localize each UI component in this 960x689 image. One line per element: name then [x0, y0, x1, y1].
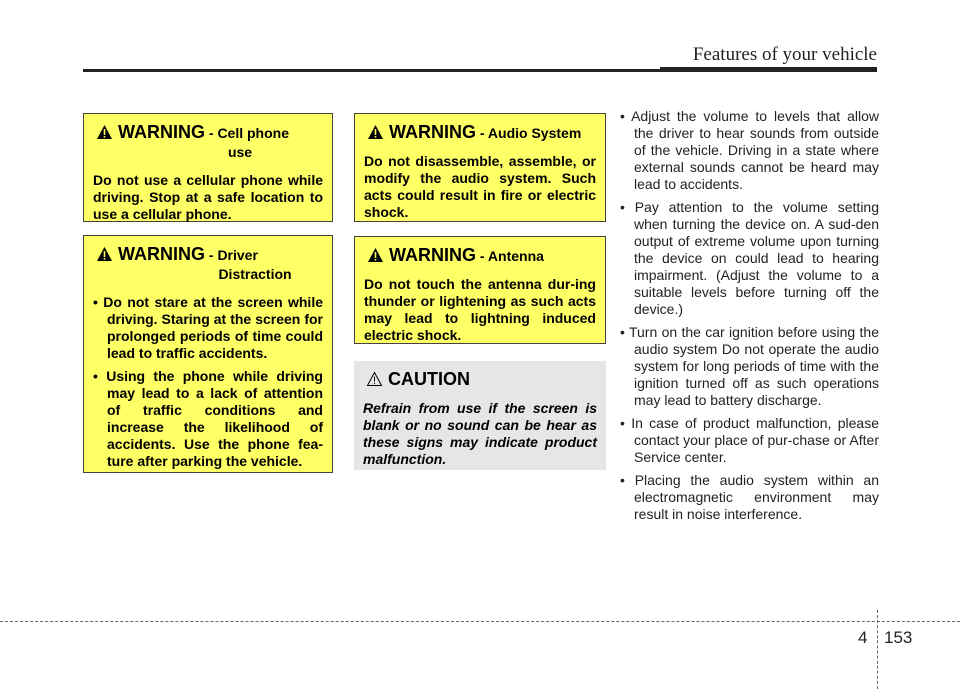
- list-item: • Using the phone while driving may lead to a lack of attention of traffic conditions and increase the likelihood of accidents. Use the phone fea-ture after parking the vehicle.: [93, 368, 323, 469]
- warning-title: [355, 246, 605, 266]
- warning-word: WARNING: [389, 245, 476, 265]
- right-column-list: [620, 108, 879, 529]
- caution-title: [354, 370, 606, 390]
- list-item: • Do not stare at the screen while driving. Staring at the screen for prolonged periods of time could lead to traffic accidents.: [93, 294, 323, 361]
- warning-list: [93, 294, 323, 470]
- header-rule-accent: [660, 67, 877, 72]
- warning-box-driver-distraction: [83, 235, 333, 473]
- warning-subject: - Driver: [205, 247, 258, 263]
- warning-box-audio-system: [354, 113, 606, 222]
- warning-text: Do not use a cellular phone while driving. Stop at a safe location to use a cellular phone.: [93, 172, 323, 222]
- list-item: • Turn on the car ignition before using the audio system Do not operate the audio system for long periods of time with the ignition turned off as such operations may lead to battery discharge.: [620, 324, 879, 408]
- warning-subject: - Audio System: [476, 125, 582, 141]
- list-item: • Placing the audio system within an electromagnetic environment may result in noise interference.: [620, 472, 879, 522]
- warning-title: [355, 123, 605, 143]
- warning-word: WARNING: [118, 122, 205, 142]
- footer-divider: [877, 610, 878, 689]
- caution-triangle-icon: [366, 371, 383, 387]
- warning-title: [84, 123, 332, 162]
- caution-text: Refrain from use if the screen is blank or no sound can be hear as these signs may indicate product malfunction.: [363, 400, 597, 467]
- page-number: 153: [884, 628, 913, 647]
- warning-word: WARNING: [118, 244, 205, 264]
- warning-subject: - Antenna: [476, 248, 544, 264]
- warning-triangle-icon: [367, 124, 384, 140]
- warning-triangle-icon: [96, 246, 113, 262]
- list-item: • Pay attention to the volume setting when turning the device on. A sud-den output of extreme volume upon turning the device on could lead to hearing impairment. (Adjust the volume to a suitable levels before turning off the device.): [620, 199, 879, 317]
- list-item: • In case of product malfunction, please contact your place of pur-chase or After Service center.: [620, 415, 879, 465]
- warning-title: [84, 245, 332, 284]
- warning-subject-line2: Distraction: [218, 266, 292, 282]
- list-item: • Adjust the volume to levels that allow the driver to hear sounds from outside of the vehicle. Driving in a state where external sounds cannot be heard may lead to accidents.: [620, 108, 879, 192]
- warning-subject-line2: use: [227, 144, 253, 160]
- warning-word: WARNING: [389, 122, 476, 142]
- warning-text: Do not disassemble, assemble, or modify the audio system. Such acts could result in fire or electric shock.: [364, 153, 596, 220]
- page-header-title: Features of your vehicle: [692, 44, 877, 65]
- chapter-number: 4: [858, 628, 868, 647]
- warning-box-cell-phone: [83, 113, 333, 222]
- warning-text: Do not touch the antenna dur-ing thunder or lightening as such acts may lead to lightning induced electric shock.: [364, 276, 596, 343]
- footer-rule: [0, 621, 960, 622]
- caution-box: [354, 361, 606, 470]
- caution-word: CAUTION: [388, 369, 470, 389]
- warning-triangle-icon: [96, 124, 113, 140]
- warning-box-antenna: [354, 236, 606, 344]
- warning-subject: - Cell phone: [205, 125, 289, 141]
- warning-triangle-icon: [367, 247, 384, 263]
